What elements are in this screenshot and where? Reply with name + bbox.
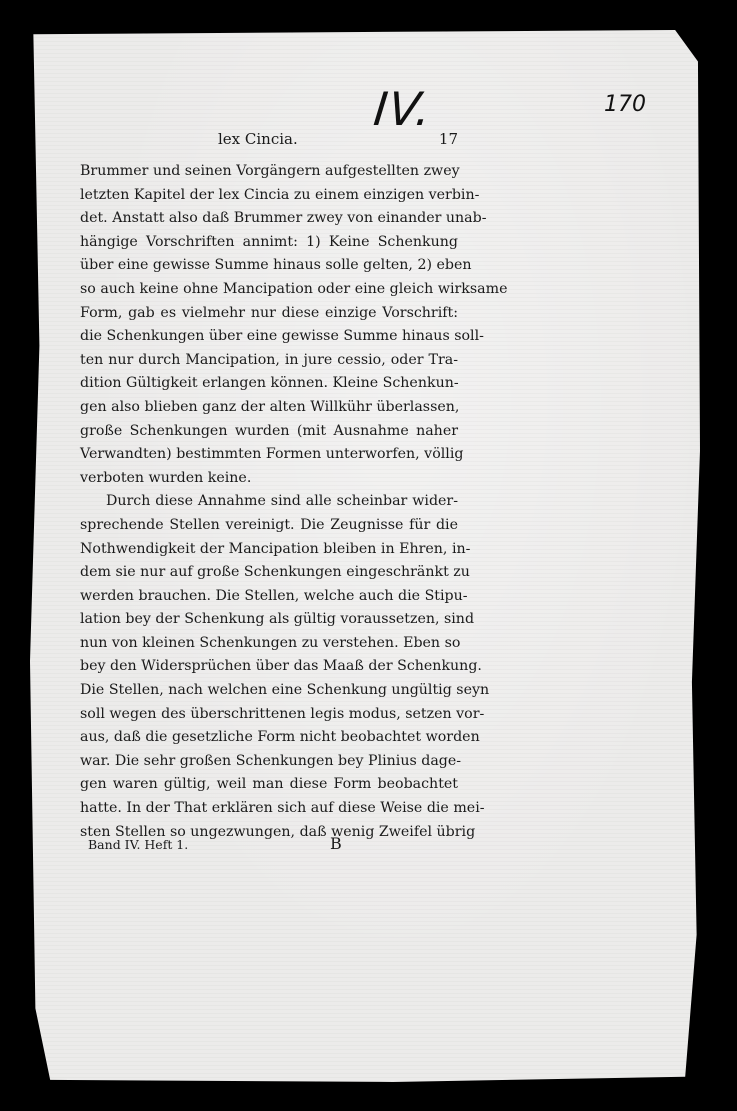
- text-line: sten Stellen so ungezwungen, daß wenig Zweifel übrig: [80, 823, 476, 840]
- text-line: gen also blieben ganz der alten Willkühr überlassen,: [80, 398, 460, 415]
- text-line: über eine gewisse Summe hinaus solle gelten, 2) eben: [80, 257, 472, 274]
- text-line: ten nur durch Mancipation, in jure cessio, oder Tra-: [80, 351, 458, 368]
- text-line: Verwandten) bestimmten Formen unterworfen, völlig: [80, 446, 464, 463]
- text-line: werden brauchen. Die Stellen, welche auch die Stipu-: [80, 587, 468, 604]
- text-line: dition Gültigkeit erlangen können. Kleine Schenkun-: [80, 375, 459, 392]
- text-line: dem sie nur auf große Schenkungen eingeschränkt zu: [80, 564, 470, 581]
- text-line: hatte. In der That erklären sich auf diese Weise die mei-: [80, 800, 485, 817]
- text-line: aus, daß die gesetzliche Form nicht beobachtet worden: [80, 729, 480, 746]
- text-line: lation bey der Schenkung als gültig voraussetzen, sind: [80, 611, 475, 628]
- text-line: sprechende Stellen vereinigt. Die Zeugnisse für die: [80, 516, 458, 533]
- text-line: große Schenkungen wurden (mit Ausnahme naher: [80, 422, 458, 439]
- handwritten-volume-mark: IV.: [371, 82, 435, 136]
- signature-line: Band IV. Heft 1.: [88, 837, 189, 852]
- text-line: nun von kleinen Schenkungen zu verstehen. Eben so: [80, 634, 461, 651]
- page-number: 17: [438, 130, 458, 148]
- text-line: Brummer und seinen Vorgängern aufgestellten zwey: [80, 163, 460, 179]
- text-line: letzten Kapitel der lex Cincia zu einem einzigen verbin-: [80, 186, 480, 203]
- text-line: die Schenkungen über eine gewisse Summe hinaus soll-: [80, 328, 484, 345]
- signature-mark: B: [330, 834, 342, 853]
- text-line: gen waren gültig, weil man diese Form beobachtet: [80, 776, 458, 793]
- text-line: Die Stellen, nach welchen eine Schenkung ungültig seyn: [80, 682, 490, 699]
- text-line: verboten wurden keine.: [80, 469, 252, 486]
- text-line: soll wegen des überschrittenen legis modus, setzen vor-: [80, 705, 485, 722]
- text-line: so auch keine ohne Mancipation oder eine gleich wirksame: [80, 280, 508, 297]
- text-line: bey den Widersprüchen über das Maaß der Schenkung.: [80, 658, 482, 675]
- text-line: det. Anstatt also daß Brummer zwey von einander unab-: [80, 210, 487, 227]
- text-line: Form, gab es vielmehr nur diese einzige Vorschrift:: [80, 304, 458, 321]
- text-line: hängige Vorschriften annimt: 1) Keine Schenkung: [80, 233, 458, 250]
- body-text: [80, 160, 508, 844]
- running-title: lex Cincia.: [218, 130, 298, 148]
- text-line: war. Die sehr großen Schenkungen bey Plinius dage-: [80, 752, 462, 769]
- handwritten-folio-number: 170: [604, 92, 646, 117]
- text-line: Nothwendigkeit der Mancipation bleiben in Ehren, in-: [80, 540, 471, 557]
- paragraph-start-line: Durch diese Annahme sind alle scheinbar wider-: [106, 493, 458, 510]
